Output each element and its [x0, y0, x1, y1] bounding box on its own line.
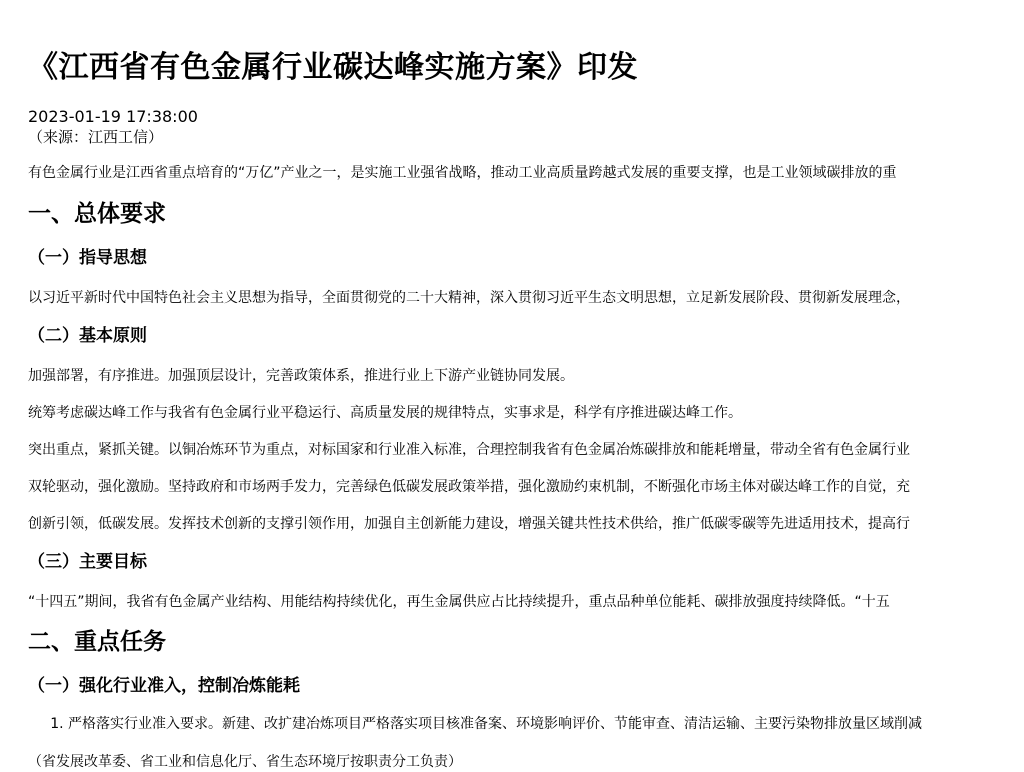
list-item: 1. 严格落实行业准入要求。新建、改扩建冶炼项目严格落实项目核准备案、环境影响评价、节能审查、清洁运输、主要污染物排放量区域削减 — [68, 714, 922, 734]
article-source: （来源：江西工信） — [28, 128, 164, 146]
article-title: 《江西省有色金属行业碳达峰实施方案》印发 — [28, 50, 638, 85]
principle-paragraph: 统筹考虑碳达峰工作与我省有色金属行业平稳运行、高质量发展的规律特点，实事求是，科学有序推进碳达峰工作。 — [28, 405, 742, 421]
principle-paragraph: 突出重点，紧抓关键。以铜冶炼环节为重点，对标国家和行业准入标准，合理控制我省有色金属冶炼碳排放和能耗增量，带动全省有色金属行业 — [28, 442, 910, 458]
subsection-heading-industry-access: （一）强化行业准入，控制冶炼能耗 — [28, 676, 300, 696]
principle-paragraph: 创新引领，低碳发展。发挥技术创新的支撑引领作用，加强自主创新能力建设，增强关键共性技术供给，推广低碳零碳等先进适用技术，提高行 — [28, 516, 910, 532]
main-goals-paragraph: “十四五”期间，我省有色金属产业结构、用能结构持续优化，再生金属供应占比持续提升，重点品种单位能耗、碳排放强度持续降低。“十五 — [28, 594, 890, 610]
principle-paragraph: 双轮驱动，强化激励。坚持政府和市场两手发力，完善绿色低碳发展政策举措，强化激励约束机制，不断强化市场主体对碳达峰工作的自觉，充 — [28, 479, 910, 495]
intro-paragraph: 有色金属行业是江西省重点培育的“万亿”产业之一，是实施工业强省战略，推动工业高质量跨越式发展的重要支撑，也是工业领域碳排放的重 — [28, 165, 897, 181]
guiding-ideology-paragraph: 以习近平新时代中国特色社会主义思想为指导，全面贯彻党的二十大精神，深入贯彻习近平生态文明思想，立足新发展阶段、贯彻新发展理念， — [28, 290, 910, 306]
subsection-heading-guiding-ideology: （一）指导思想 — [28, 248, 147, 268]
task-list — [28, 714, 922, 734]
subsection-heading-main-goals: （三）主要目标 — [28, 552, 147, 572]
subsection-heading-basic-principles: （二）基本原则 — [28, 326, 147, 346]
section-heading-general-requirements: 一、总体要求 — [28, 201, 166, 227]
publish-date: 2023-01-19 17:38:00 — [28, 107, 198, 126]
principle-paragraph: 加强部署，有序推进。加强顶层设计，完善政策体系，推进行业上下游产业链协同发展。 — [28, 368, 574, 384]
section-heading-key-tasks: 二、重点任务 — [28, 629, 166, 655]
responsibility-note: （省发展改革委、省工业和信息化厅、省生态环境厅按职责分工负责） — [28, 754, 462, 770]
